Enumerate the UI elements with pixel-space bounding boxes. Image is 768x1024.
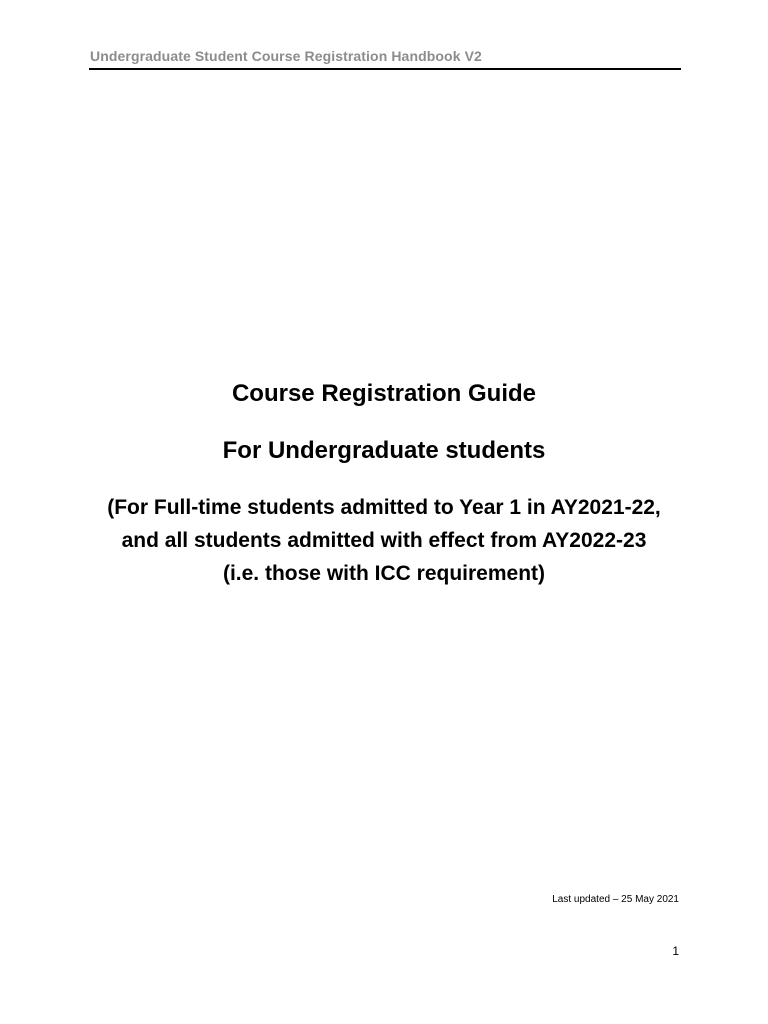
eligibility-note-line: (For Full-time students admitted to Year 1 in AY2021-22,	[107, 496, 661, 519]
document-subtitle: For Undergraduate students	[222, 437, 546, 464]
last-updated-date: Last updated – 25 May 2021	[552, 894, 679, 905]
page-number: 1	[672, 944, 679, 958]
eligibility-note-line: (i.e. those with ICC requirement)	[222, 562, 546, 585]
document-title: Course Registration Guide	[231, 380, 537, 407]
running-header-title: Undergraduate Student Course Registration Handbook V2	[90, 48, 482, 64]
eligibility-note	[40, 491, 728, 590]
eligibility-note-line: and all students admitted with effect from AY2022-23	[121, 529, 647, 552]
header-divider	[89, 68, 681, 70]
